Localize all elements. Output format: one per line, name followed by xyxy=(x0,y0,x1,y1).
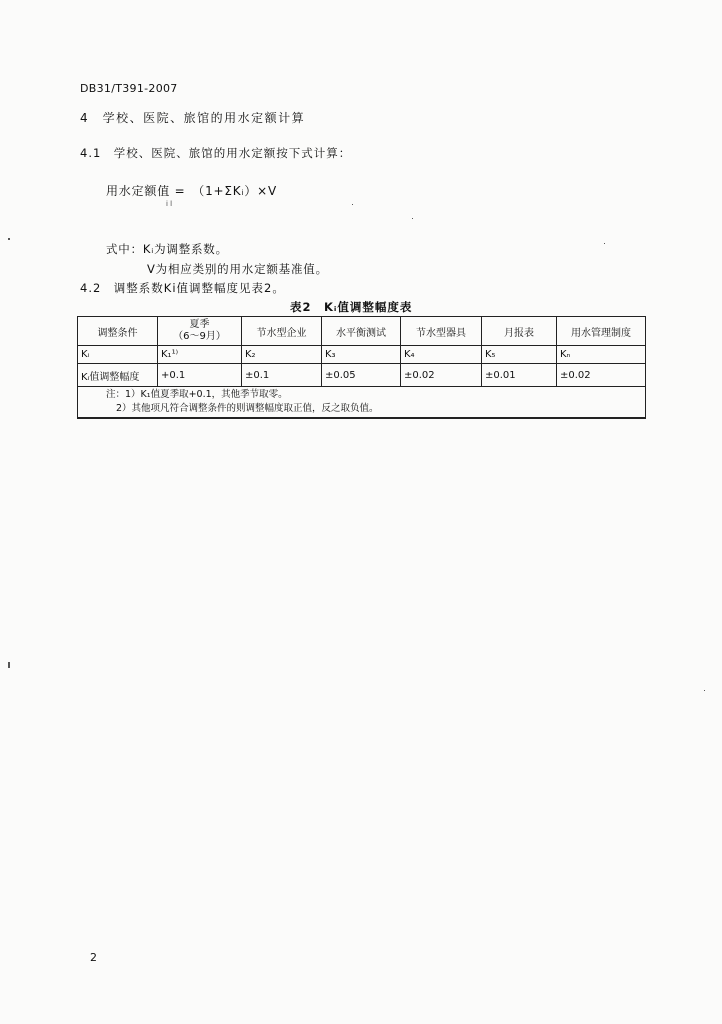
table-note-1: 注：1）K₁值夏季取+0.1，其他季节取零。 xyxy=(106,389,288,400)
symbol-cell: K₂ xyxy=(242,346,322,364)
table-header-row xyxy=(78,317,646,346)
scan-speck xyxy=(412,218,413,219)
section-4-2-text: 4.2 调整系数Ki值调整幅度见表2。 xyxy=(80,281,285,295)
symbol-cell: K₃ xyxy=(322,346,401,364)
page-number: 2 xyxy=(90,951,97,964)
value-cell: ±0.02 xyxy=(401,364,482,387)
scan-speck xyxy=(8,662,10,668)
value-cell: ±0.05 xyxy=(322,364,401,387)
document-code: DB31/T391-2007 xyxy=(80,82,178,95)
table-symbol-row xyxy=(78,346,646,364)
header-cell: 月报表 xyxy=(482,317,557,346)
formula: 用水定额值 = （1+ΣKᵢ）×V xyxy=(106,184,278,198)
header-cell: 用水管理制度 xyxy=(557,317,646,346)
adjustment-table xyxy=(77,316,646,419)
header-cell: 调整条件 xyxy=(78,317,158,346)
where-line-2: V为相应类别的用水定额基准值。 xyxy=(147,262,328,276)
scan-speck xyxy=(604,243,605,244)
symbol-cell: K₁¹⁾ xyxy=(158,346,242,364)
table-title: 表2 Kᵢ值调整幅度表 xyxy=(290,300,413,314)
section-4-heading: 4 学校、医院、旅馆的用水定额计算 xyxy=(80,111,306,125)
scan-speck xyxy=(704,690,705,691)
symbol-cell: Kₙ xyxy=(557,346,646,364)
symbol-cell: Kᵢ xyxy=(78,346,158,364)
formula-subscript: i l xyxy=(166,200,173,208)
table-notes-row xyxy=(78,387,646,419)
symbol-cell: K₄ xyxy=(401,346,482,364)
header-cell: 节水型企业 xyxy=(242,317,322,346)
table-value-row xyxy=(78,364,646,387)
value-cell: ±0.1 xyxy=(242,364,322,387)
section-4-1-text: 4.1 学校、医院、旅馆的用水定额按下式计算： xyxy=(80,146,352,160)
value-cell: ±0.02 xyxy=(557,364,646,387)
value-cell: ±0.01 xyxy=(482,364,557,387)
header-cell: 水平衡测试 xyxy=(322,317,401,346)
scan-speck xyxy=(8,238,10,240)
where-line-1: 式中：Kᵢ为调整系数。 xyxy=(106,242,228,256)
table-note-2: 2）其他项凡符合调整条件的则调整幅度取正值，反之取负值。 xyxy=(116,403,379,414)
header-cell: 节水型器具 xyxy=(401,317,482,346)
table-notes xyxy=(78,387,646,419)
header-cell-summer: 夏季 （6～9月） xyxy=(158,317,242,346)
scan-speck xyxy=(352,204,353,205)
symbol-cell: K₅ xyxy=(482,346,557,364)
value-cell: Kᵢ值调整幅度 xyxy=(78,364,158,387)
value-cell: +0.1 xyxy=(158,364,242,387)
